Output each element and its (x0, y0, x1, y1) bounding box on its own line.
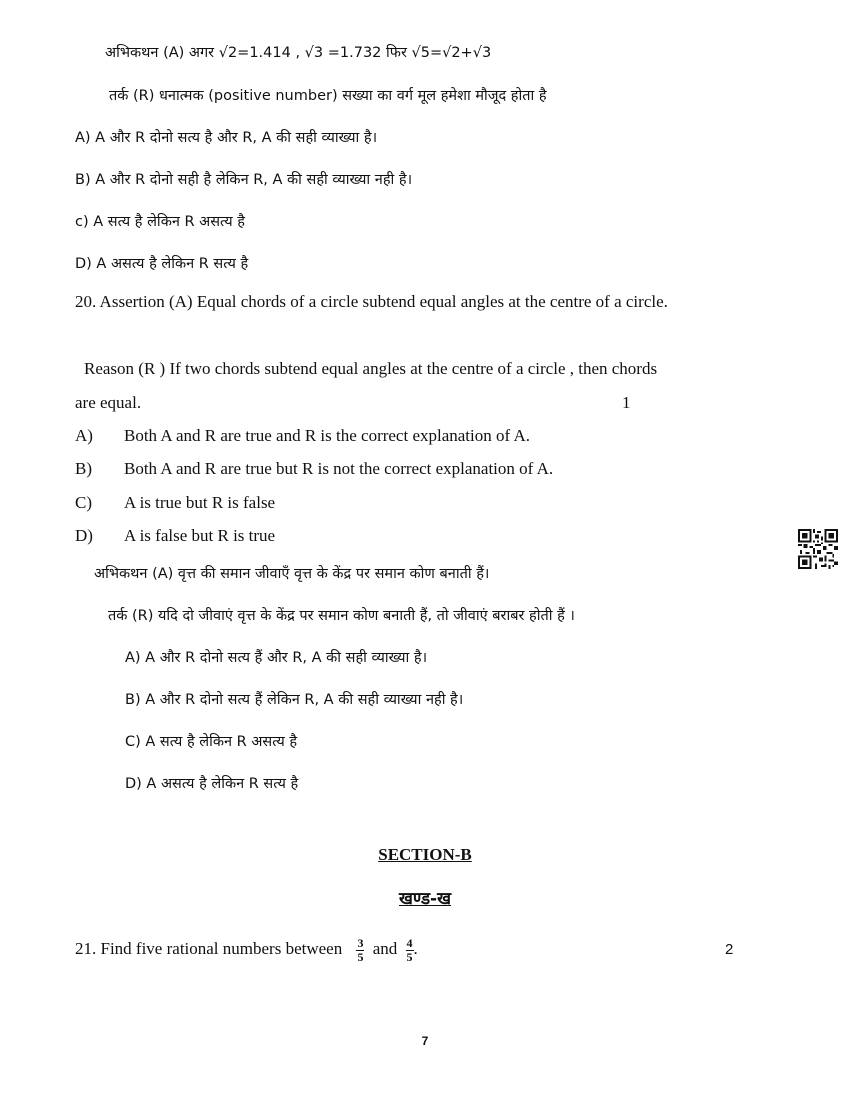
section-title-english: SECTION-B (378, 845, 472, 864)
option-letter: B) (75, 459, 92, 478)
q21-marks: 2 (725, 941, 734, 958)
q20-hindi-option-a: A) A और R दोनो सत्य हैं और R, A की सही व्याख्या है। (125, 650, 428, 666)
q21-joiner: and (372, 939, 398, 958)
q19-hindi-option-d: D) A असत्य है लेकिन R सत्य है (75, 256, 249, 272)
q20-assertion: 20. Assertion (A) Equal chords of a circle subtend equal angles at the centre of a circle. (75, 292, 668, 311)
section-title-hindi: खण्ड-ख (398, 889, 452, 909)
option-text: Both A and R are true but R is not the correct explanation of A. (124, 459, 554, 478)
option-letter: D) (75, 526, 93, 545)
q19-hindi-assertion: अभिकथन (A) अगर √2=1.414 , √3 =1.732 फिर √5=√2+√3 (105, 45, 492, 61)
option-text: Both A and R are true and R is the correct explanation of A. (124, 426, 531, 445)
page-number: 7 (421, 1034, 429, 1048)
q19-hindi-reason: तर्क (R) धनात्मक (positive number) सख्या का वर्ग मूल हमेशा मौजूद होता है (109, 88, 547, 104)
fraction-denominator: 5 (406, 949, 413, 964)
q20-hindi-assertion: अभिकथन (A) वृत्त की समान जीवाएँ वृत्त के केंद्र पर समान कोण बनाती हैं। (94, 566, 490, 582)
q20-hindi-option-b: B) A और R दोनो सत्य हैं लेकिन R, A की सही व्याख्या नही है। (125, 692, 464, 708)
option-text: A is false but R is true (124, 526, 276, 545)
q20-hindi-reason: तर्क (R) यदि दो जीवाएं वृत्त के केंद्र पर समान कोण बनाती हैं, तो जीवाएं बराबर होती हैं । (108, 608, 575, 624)
q20-hindi-option-c: C) A सत्य है लेकिन R असत्य है (125, 734, 298, 750)
option-letter: C) (75, 493, 92, 512)
fraction-numerator: 3 (357, 935, 364, 950)
q20-hindi-option-d: D) A असत्य है लेकिन R सत्य है (125, 776, 299, 792)
q21-prefix: 21. Find five rational numbers between (75, 939, 343, 958)
q20-marks: 1 (622, 393, 631, 412)
fraction-denominator: 5 (357, 949, 364, 964)
q20-reason-line1: Reason (R ) If two chords subtend equal angles at the centre of a circle , then chords (84, 359, 658, 378)
q21-fraction-four-fifths (406, 937, 414, 964)
q19-hindi-option-c: c) A सत्य है लेकिन R असत्य है (75, 214, 245, 230)
q19-hindi-option-b: B) A और R दोनो सही है लेकिन R, A की सही व्याख्या नही है। (75, 172, 413, 188)
q21-question (75, 932, 418, 966)
q21-fraction-three-fifths (356, 937, 364, 964)
q21-end: . (413, 939, 418, 958)
fraction-numerator: 4 (406, 935, 413, 950)
q20-reason-line2: are equal. (75, 393, 142, 412)
q19-hindi-option-a: A) A और R दोनो सत्य है और R, A की सही व्याख्या है। (75, 130, 378, 146)
qr-code-icon (798, 529, 838, 569)
option-text: A is true but R is false (124, 493, 276, 512)
option-letter: A) (75, 426, 93, 445)
